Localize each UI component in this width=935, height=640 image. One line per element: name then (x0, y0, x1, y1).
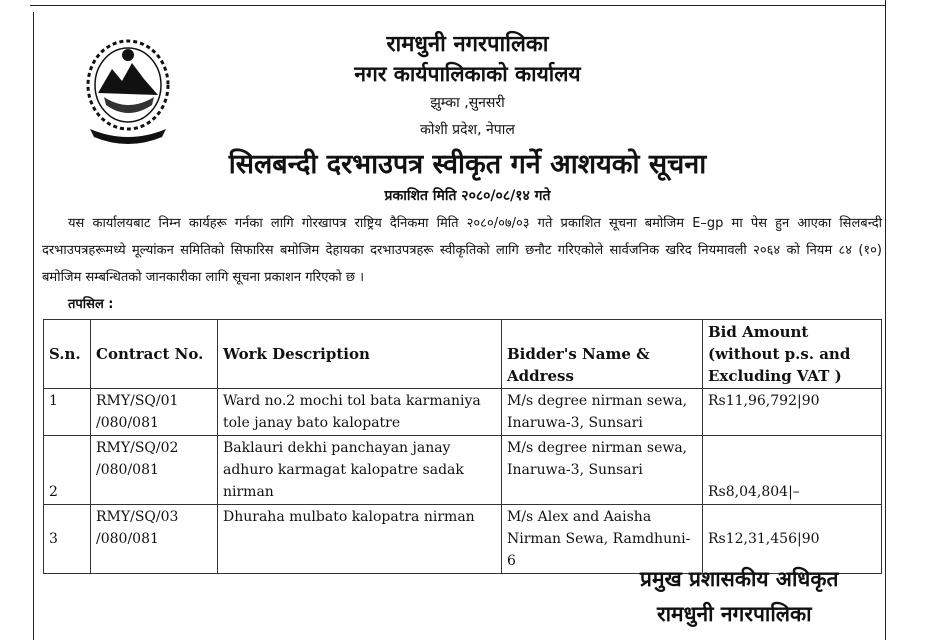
notice-body: यस कार्यालयबाट निम्न कार्यहरू गर्नका लागि गोरखापत्र राष्ट्रिय दैनिकमा मिति २०८०/०७/०३ गते प्रकाशित सूचना बमोजिम E–gp मा पेस हुन आएका सिलबन्दी दरभाउपत्रहरूमध्ये मूल्यांकन समितिको सिफारिस बमोजिम देहायका दरभाउपत्रहरू स्वीकृतिको लागि छनौट गरिएकोले सार्वजनिक खरिद नियमावली २०६४ को नियम ८४ (१०) बमोजिम सम्बन्धितको जानकारीका लागि सूचना प्रकाशन गरिएको छ । (42, 216, 882, 285)
table-header-row (44, 320, 882, 389)
row-bidder: M/s degree nirman sewa, Inaruwa-3, Sunsari (502, 436, 703, 505)
table-row (44, 389, 882, 436)
bids-table (43, 319, 882, 574)
office-address: झुम्का ,सुनसरी (430, 95, 505, 111)
table-row (44, 505, 882, 574)
row-amount: Rs11,96,792|90 (703, 389, 882, 436)
header-bidder: Bidder's Name & Address (502, 320, 703, 389)
row-work: Baklauri dekhi panchayan janay adhuro karmagat kalopatre sadak nirman (218, 436, 502, 505)
row-sn: 3 (44, 505, 91, 574)
header-amount: Bid Amount (without p.s. and Excluding VAT ) (703, 320, 882, 389)
notice-title: सिलबन्दी दरभाउपत्र स्वीकृत गर्ने आशयको सूचना (228, 149, 707, 180)
row-sn: 1 (44, 389, 91, 436)
row-amount: Rs8,04,804|– (703, 436, 882, 505)
header-work: Work Description (218, 320, 502, 389)
row-work: Dhuraha mulbato kalopatra nirman (218, 505, 502, 574)
row-bidder: M/s degree nirman sewa, Inaruwa-3, Sunsari (502, 389, 703, 436)
office-province: कोशी प्रदेश, नेपाल (420, 122, 515, 138)
row-contract: RMY/SQ/02 /080/081 (91, 436, 218, 505)
row-sn: 2 (44, 436, 91, 505)
row-work: Ward no.2 mochi tol bata karmaniya tole janay bato kalopatre (218, 389, 502, 436)
frame-top-border (30, 5, 886, 6)
signatory-office: रामधुनी नगरपालिका (657, 601, 812, 626)
table-row (44, 436, 882, 505)
office-subtitle: नगर कार्यपालिकाको कार्यालय (354, 61, 581, 86)
signatory-title: प्रमुख प्रशासकीय अधिकृत (640, 566, 839, 591)
published-date: प्रकाशित मिति २०८०/०८/१४ गते (384, 188, 551, 204)
header-sn: S.n. (44, 320, 91, 389)
row-bidder: M/s Alex and Aaisha Nirman Sewa, Ramdhuni-6 (502, 505, 703, 574)
row-contract: RMY/SQ/03 /080/081 (91, 505, 218, 574)
office-name: रामधुनी नगरपालिका (386, 31, 549, 57)
details-label: तपसिल : (68, 297, 114, 312)
row-amount: Rs12,31,456|90 (703, 505, 882, 574)
header-contract: Contract No. (91, 320, 218, 389)
row-contract: RMY/SQ/01 /080/081 (91, 389, 218, 436)
